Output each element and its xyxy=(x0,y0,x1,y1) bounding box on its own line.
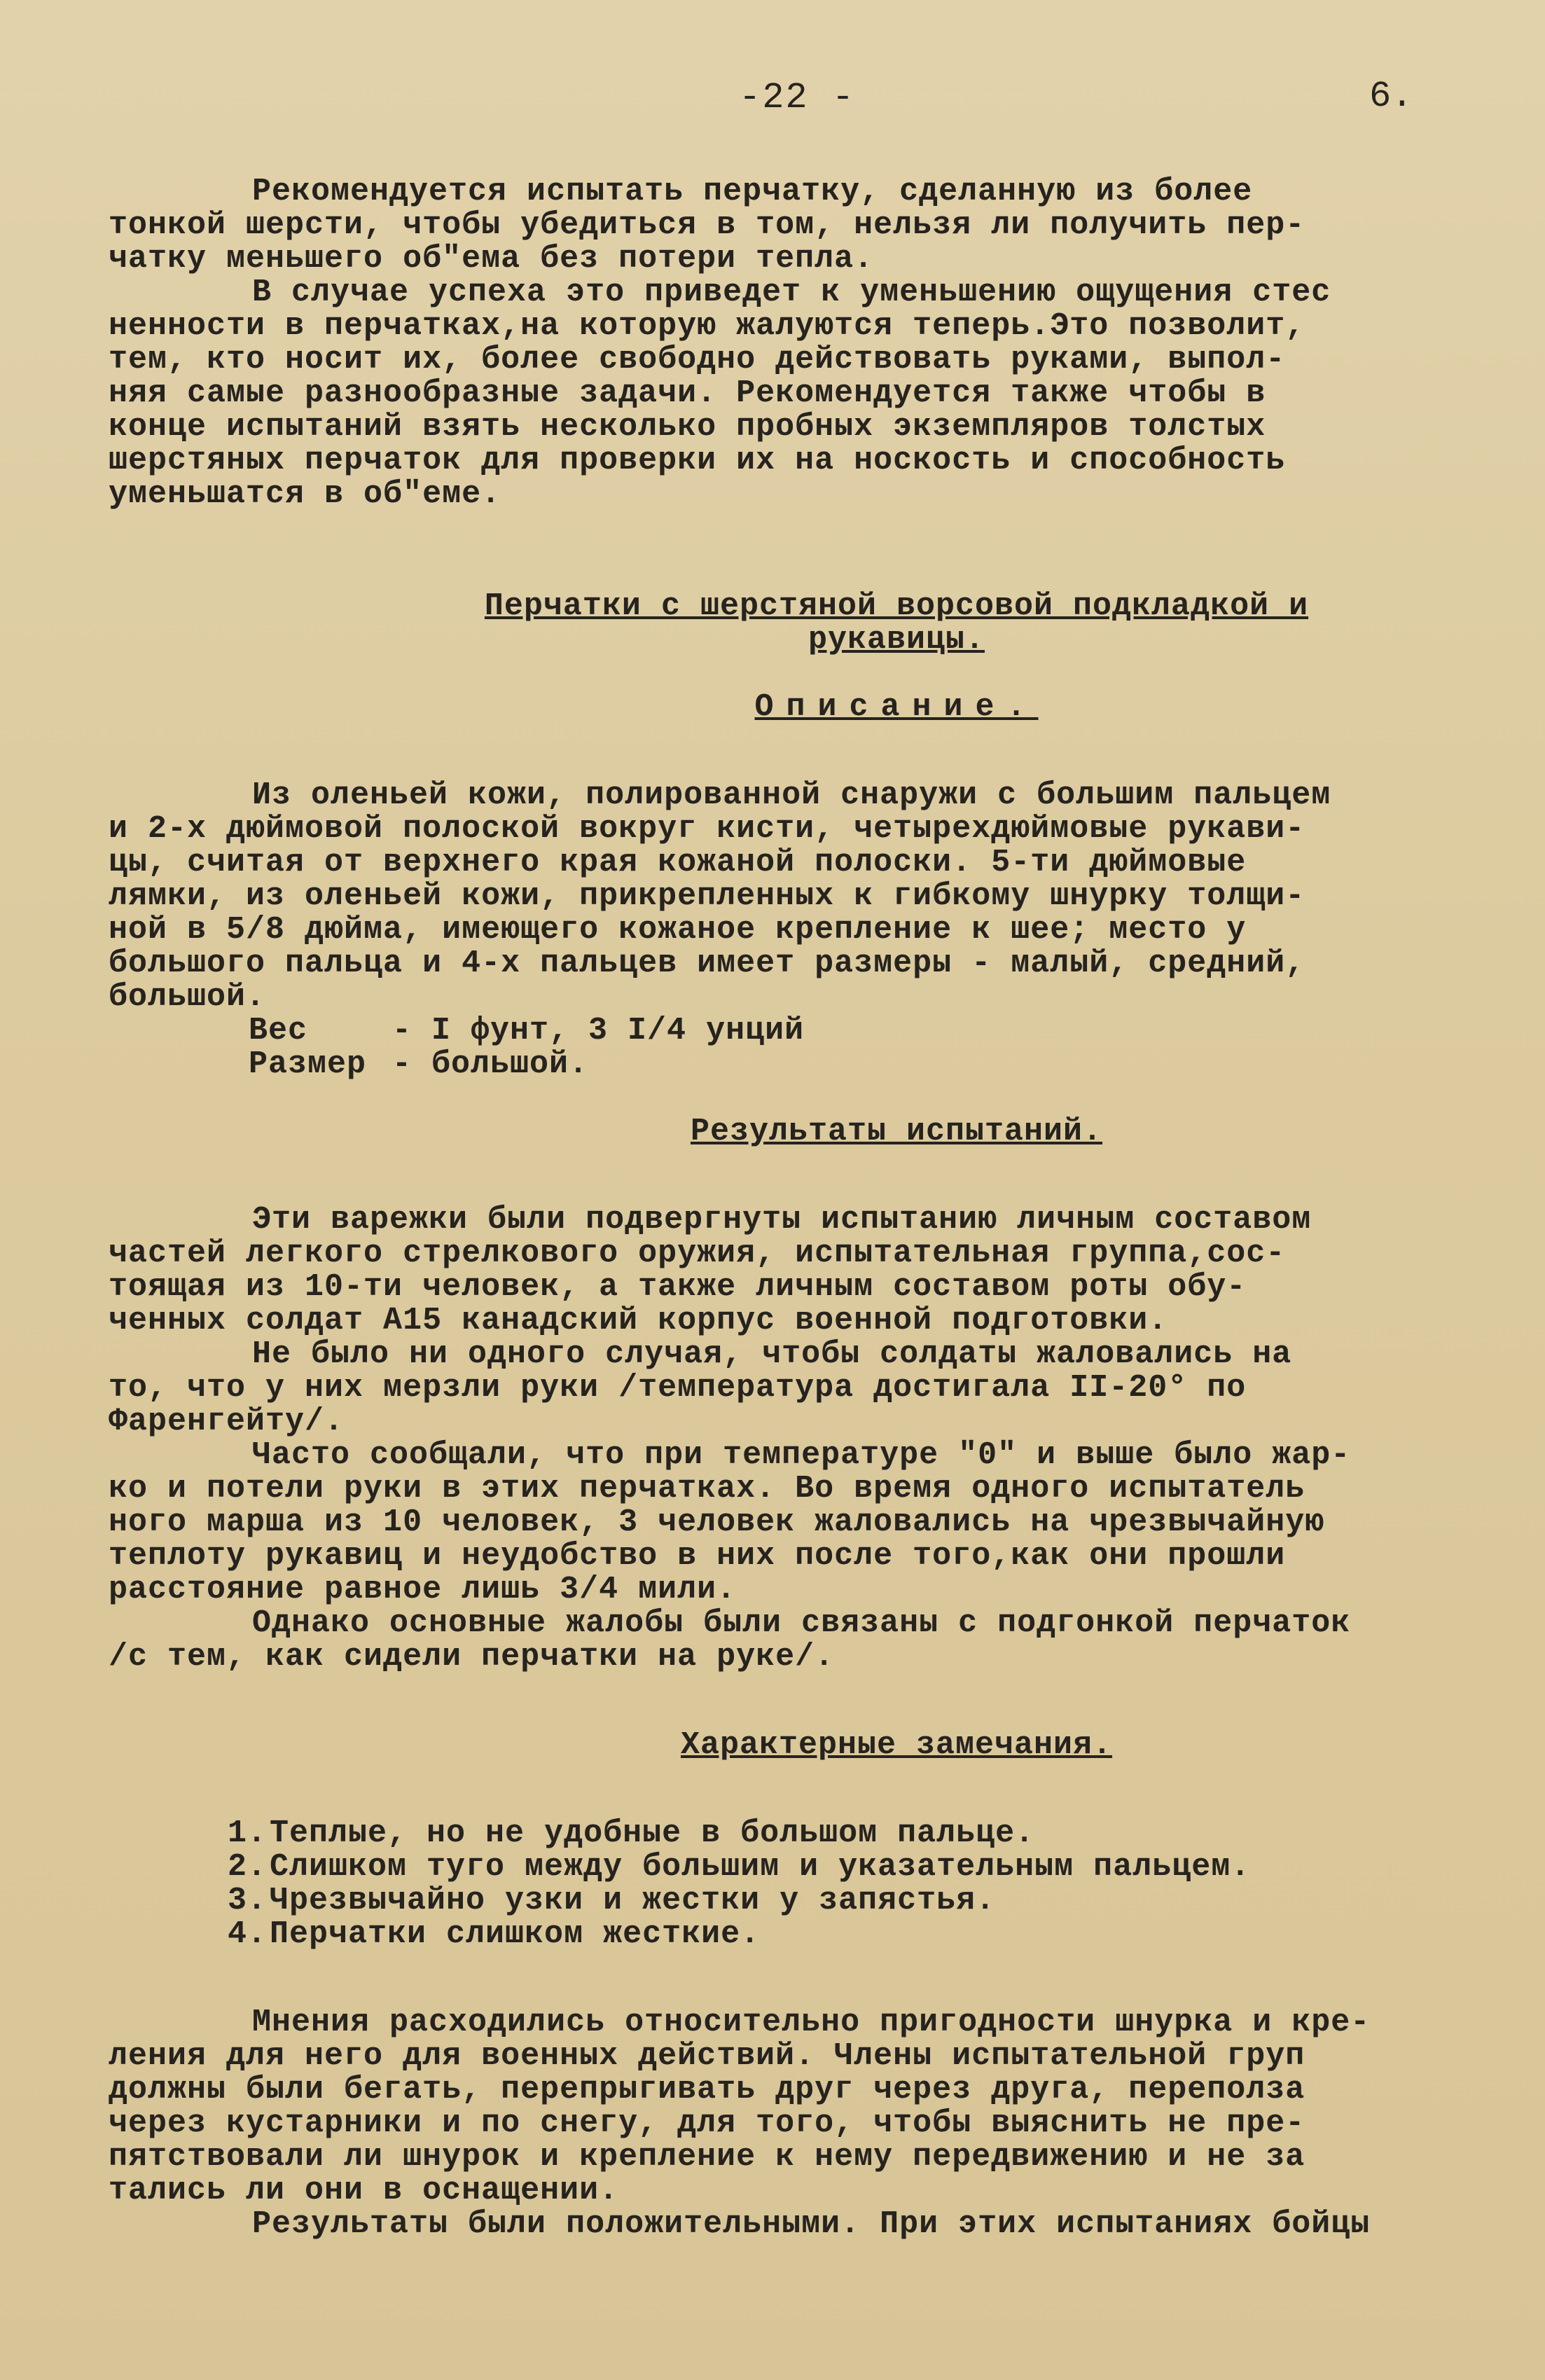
text-line: Мнения расходились относительно пригодности шнурка и кре- xyxy=(252,2006,1371,2040)
spec-weight: Вес - I фунт, 3 I/4 унций xyxy=(249,1014,805,1048)
text-line: Не было ни одного случая, чтобы солдаты жаловались на xyxy=(252,1338,1292,1371)
text-line: ко и потели руки в этих перчатках. Во время одного испытатель xyxy=(109,1472,1305,1506)
page-number: -22 - xyxy=(739,77,856,118)
text-line: Рекомендуется испытать перчатку, сделанную из более xyxy=(252,175,1253,209)
section-title-line: рукавицы. xyxy=(808,623,985,657)
text-line: шерстяных перчаток для проверки их на носкость и способность xyxy=(109,444,1286,478)
text-line: тем, кто носит их, более свободно действовать руками, выпол- xyxy=(109,343,1286,377)
text-line: уменьшатся в об"еме. xyxy=(109,478,501,511)
text-line: чатку меньшего об"ема без потери тепла. xyxy=(109,242,874,276)
text-line: ления для него для военных действий. Члены испытательной груп xyxy=(109,2040,1305,2073)
text-line: большой. xyxy=(109,981,266,1014)
text-line: Фаренгейту/. xyxy=(109,1405,345,1439)
results-paragraph xyxy=(109,1203,1516,1674)
text-line: ной в 5/8 дюйма, имеющего кожаное крепление к шее; место у xyxy=(109,913,1247,947)
text-line: тоящая из 10-ти человек, а также личным составом роты обу- xyxy=(109,1271,1247,1304)
document-body xyxy=(109,175,1516,2241)
text-line: тались ли они в оснащении. xyxy=(109,2174,619,2208)
text-line: большого пальца и 4-х пальцев имеет размеры - малый, средний, xyxy=(109,947,1305,981)
description-paragraph xyxy=(109,779,1516,1014)
section-title xyxy=(109,590,1516,657)
text-line: В случае успеха это приведет к уменьшению ощущения стес xyxy=(252,276,1331,310)
list-item: 1.Теплые, но не удобные в большом пальце. xyxy=(228,1815,1035,1851)
text-line: Часто сообщали, что при температуре "0" и выше было жар- xyxy=(252,1439,1351,1472)
text-line: ненности в перчатках,на которую жалуются теперь.Это позволит, xyxy=(109,310,1305,343)
text-line: теплоту рукавиц и неудобство в них после того,как они прошли xyxy=(109,1540,1286,1573)
spec-size: Размер - большой. xyxy=(249,1048,589,1081)
text-line: ченных солдат А15 канадский корпус военной подготовки. xyxy=(109,1304,1168,1338)
text-line: Из оленьей кожи, полированной снаружи с большим пальцем xyxy=(252,779,1331,812)
text-line: то, что у них мерзли руки /температура достигала II-20° по xyxy=(109,1371,1247,1405)
text-line: тонкой шерсти, чтобы убедиться в том, нельзя ли получить пер- xyxy=(109,209,1305,242)
text-line: расстояние равное лишь 3/4 мили. xyxy=(109,1573,737,1607)
list-item: 2.Слишком туго между большим и указательным пальцем. xyxy=(228,1849,1251,1885)
text-line: няя самые разнообразные задачи. Рекомендуется также чтобы в xyxy=(109,377,1266,410)
text-line: лямки, из оленьей кожи, прикрепленных к гибкому шнурку толщи- xyxy=(109,880,1305,913)
remarks-heading: Характерные замечания. xyxy=(680,1729,1113,1762)
list-item: 3.Чрезвычайно узки и жестки у запястья. xyxy=(228,1883,996,1918)
text-line: Однако основные жалобы были связаны с подгонкой перчаток xyxy=(252,1607,1351,1640)
text-line: должны были бегать, перепрыгивать друг через друга, переполза xyxy=(109,2073,1305,2107)
text-line: и 2-х дюймовой полоской вокруг кисти, четырехдюймовые рукави- xyxy=(109,812,1305,846)
text-line: частей легкого стрелкового оружия, испытательная группа,сос- xyxy=(109,1237,1286,1271)
list-item: 4.Перчатки слишком жесткие. xyxy=(228,1916,761,1952)
specs xyxy=(109,1014,1516,1081)
results-heading: Результаты испытаний. xyxy=(690,1115,1103,1149)
sheet-number: 6. xyxy=(1369,76,1413,117)
text-line: /с тем, как сидели перчатки на руке/. xyxy=(109,1640,835,1674)
text-line: Эти варежки были подвергнуты испытанию личным составом xyxy=(252,1203,1312,1237)
text-line: Результаты были положительными. При этих испытаниях бойцы xyxy=(252,2208,1371,2241)
closing-paragraph xyxy=(109,2006,1516,2241)
text-line: ного марша из 10 человек, 3 человек жаловались на чрезвычайную xyxy=(109,1506,1325,1540)
intro-paragraph xyxy=(109,175,1516,511)
description-heading: Описание. xyxy=(754,691,1039,724)
text-line: цы, считая от верхнего края кожаной полоски. 5-ти дюймовые xyxy=(109,846,1247,880)
remarks-list xyxy=(109,1817,1516,1951)
text-line: пятствовали ли шнурок и крепление к нему передвижению и не за xyxy=(109,2140,1305,2174)
text-line: конце испытаний взять несколько пробных экземпляров толстых xyxy=(109,410,1266,444)
text-line: через кустарники и по снегу, для того, чтобы выяснить не пре- xyxy=(109,2107,1305,2140)
section-title-line: Перчатки с шерстяной ворсовой подкладкой и xyxy=(484,590,1309,623)
